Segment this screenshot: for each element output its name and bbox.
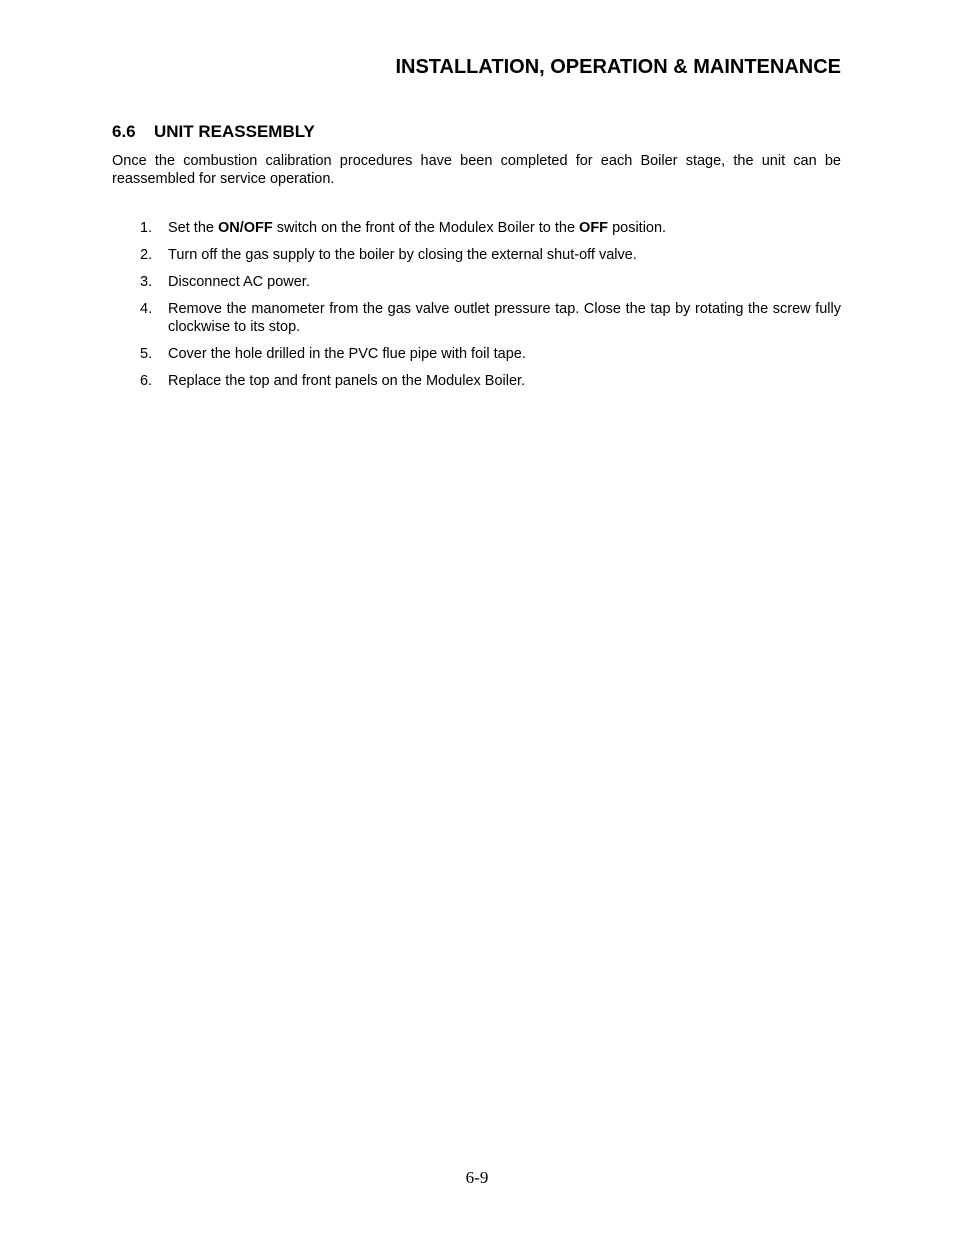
switch-position: OFF: [579, 220, 609, 236]
list-item-step-2: [112, 246, 841, 264]
step-number: 5.: [140, 346, 153, 362]
step-number: 4.: [140, 301, 153, 317]
step-text: Disconnect AC power.: [168, 274, 310, 290]
step-text: Turn off the gas supply to the boiler by closing the external shut-off valve.: [168, 247, 637, 263]
section-number: 6.6: [112, 122, 136, 141]
page-number: 6-9: [465, 1168, 489, 1187]
list-item-step-1: [112, 219, 841, 237]
step-number: 2.: [140, 247, 153, 263]
list-item-step-4: [112, 300, 841, 336]
list-item-step-5: [112, 345, 841, 363]
step-number: 6.: [140, 373, 153, 389]
step-number: 3.: [140, 274, 153, 290]
step-text-part: position.: [608, 220, 667, 236]
step-number: 1.: [140, 220, 153, 236]
step-text: [168, 220, 666, 236]
running-header: INSTALLATION, OPERATION & MAINTENANCE: [395, 56, 841, 78]
step-text-part: switch on the front of the Modulex Boiler to the: [272, 220, 580, 236]
switch-name: ON/OFF: [217, 220, 273, 236]
step-text: Cover the hole drilled in the PVC flue pipe with foil tape.: [168, 346, 526, 362]
section-heading: [112, 122, 315, 142]
reassembly-steps-list: [112, 219, 841, 399]
step-text-part: Set the: [168, 220, 218, 236]
list-item-step-3: [112, 273, 841, 291]
intro-paragraph: Once the combustion calibration procedures have been completed for each Boiler stage, the unit can be reassembled for service operation.: [112, 153, 841, 187]
list-item-step-6: [112, 372, 841, 390]
step-text: Remove the manometer from the gas valve outlet pressure tap. Close the tap by rotating the screw fully clockwise to its stop.: [168, 301, 841, 335]
step-text: Replace the top and front panels on the Modulex Boiler.: [168, 373, 526, 389]
section-title: UNIT REASSEMBLY: [154, 122, 315, 141]
